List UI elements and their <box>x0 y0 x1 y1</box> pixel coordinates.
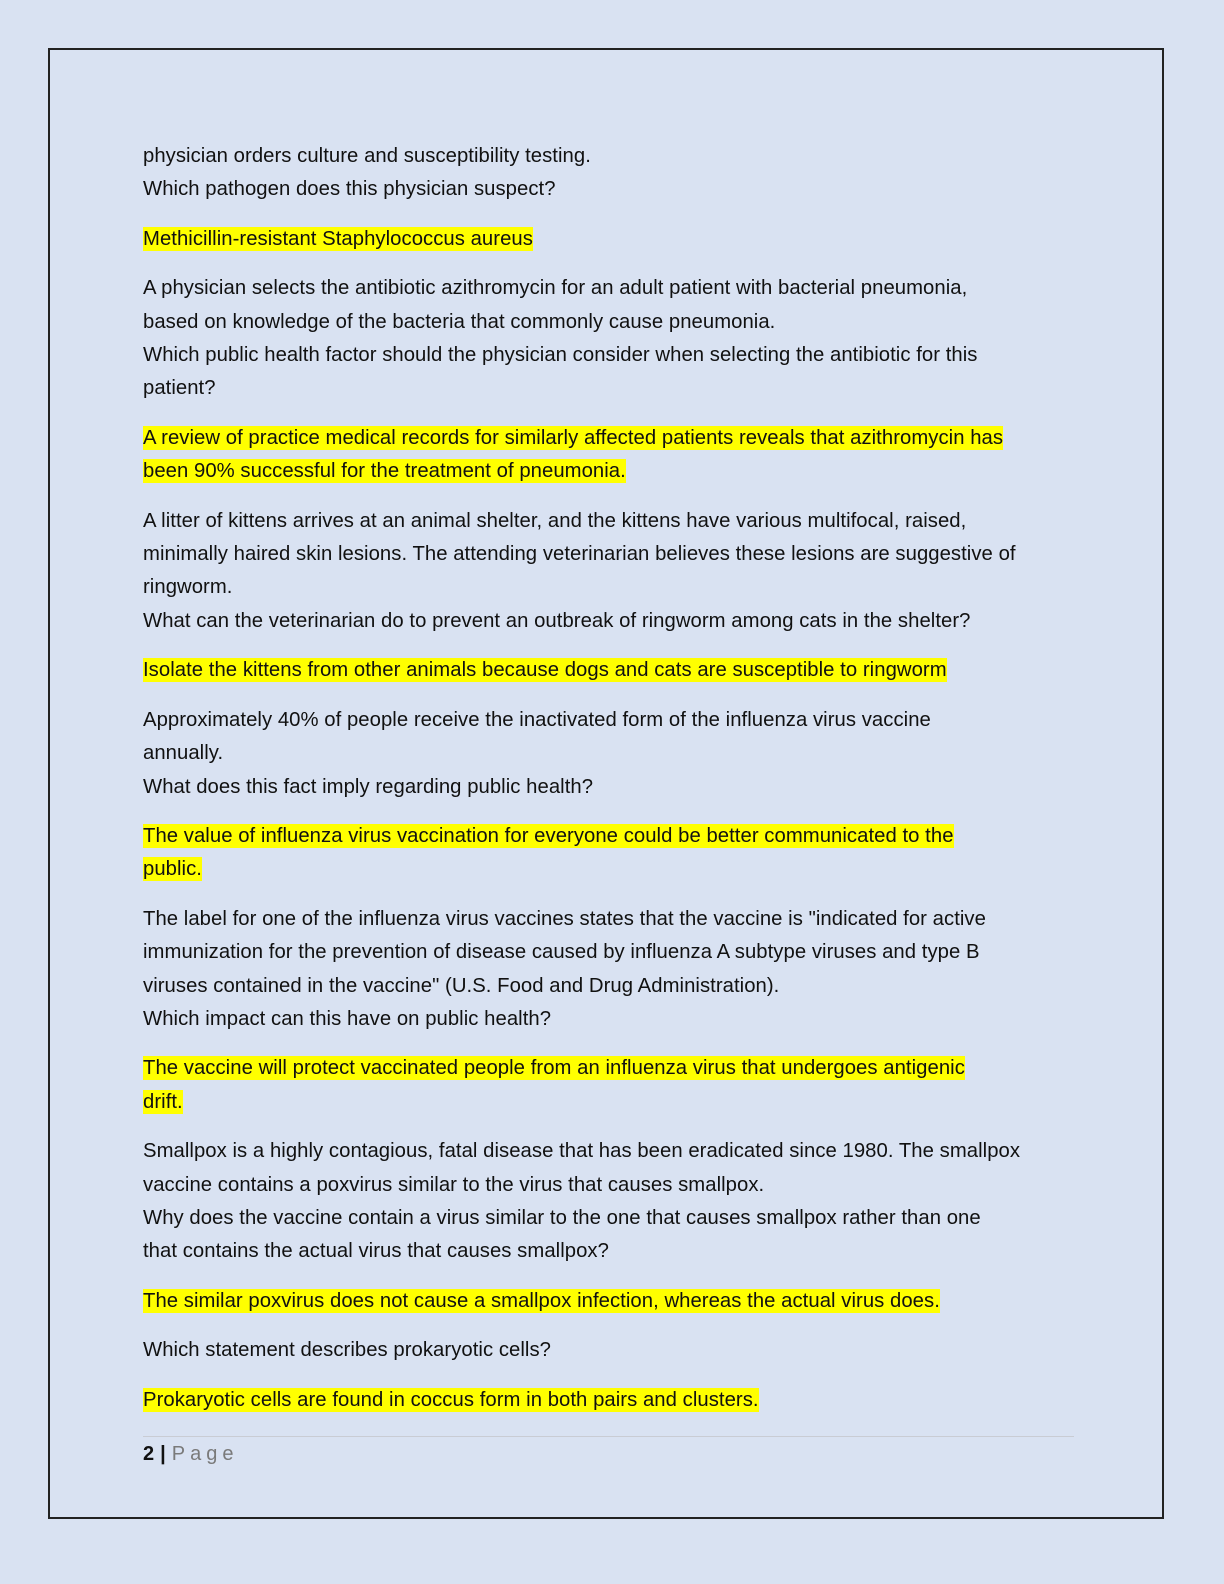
text-line: vaccine contains a poxvirus similar to the virus that causes smallpox. <box>143 1173 765 1196</box>
question-text <box>143 1334 1078 1367</box>
page-number: 2 <box>143 1443 155 1465</box>
answer-highlight: Isolate the kittens from other animals because dogs and cats are susceptible to ringworm <box>143 659 947 682</box>
text-line: The label for one of the influenza virus vaccines states that the vaccine is "indicated for active <box>143 907 986 930</box>
text-line <box>143 654 1078 687</box>
highlighted-answer <box>143 820 1078 887</box>
text-line: Approximately 40% of people receive the inactivated form of the influenza virus vaccine <box>143 708 931 731</box>
text-line: viruses contained in the vaccine" (U.S. Food and Drug Administration). <box>143 974 780 997</box>
text-line <box>143 422 1078 455</box>
text-line: What does this fact imply regarding public health? <box>143 775 594 798</box>
text-line: Which impact can this have on public health? <box>143 1007 552 1030</box>
text-line: A litter of kittens arrives at an animal shelter, and the kittens have various multifocal, raised, <box>143 509 967 532</box>
text-line <box>143 223 1078 256</box>
highlighted-answer <box>143 1052 1078 1119</box>
text-line: Which pathogen does this physician suspect? <box>143 178 556 201</box>
text-line: Which statement describes prokaryotic cells? <box>143 1339 551 1362</box>
text-line <box>143 1285 1078 1318</box>
highlighted-answer <box>143 654 1078 687</box>
footer-divider <box>143 1436 1074 1437</box>
text-line: ringworm. <box>143 576 233 599</box>
question-text <box>143 505 1078 639</box>
answer-highlight: The similar poxvirus does not cause a smallpox infection, whereas the actual virus does. <box>143 1289 940 1312</box>
text-line: A physician selects the antibiotic azithromycin for an adult patient with bacterial pneumonia, <box>143 277 968 300</box>
text-line: minimally haired skin lesions. The attending veterinarian believes these lesions are suggestive of <box>143 543 1016 566</box>
question-text <box>143 903 1078 1037</box>
text-line: patient? <box>143 377 216 400</box>
answer-highlight: Methicillin-resistant Staphylococcus aureus <box>143 227 533 250</box>
text-line <box>143 820 1078 853</box>
answer-highlight: been 90% successful for the treatment of pneumonia. <box>143 460 626 483</box>
text-line: Smallpox is a highly contagious, fatal disease that has been eradicated since 1980. The smallpox <box>143 1140 1021 1163</box>
highlighted-answer <box>143 223 1078 256</box>
highlighted-answer <box>143 1285 1078 1318</box>
page-footer <box>143 1440 238 1468</box>
document-body <box>143 140 1078 1433</box>
text-line: physician orders culture and susceptibility testing. <box>143 145 591 167</box>
text-line <box>143 1086 1078 1119</box>
text-line <box>143 1052 1078 1085</box>
question-text <box>143 704 1078 804</box>
question-text <box>143 1135 1078 1269</box>
text-line: Why does the vaccine contain a virus similar to the one that causes smallpox rather than one <box>143 1206 981 1229</box>
page-label: Page <box>171 1443 239 1465</box>
text-line: What can the veterinarian do to prevent an outbreak of ringworm among cats in the shelter? <box>143 609 971 632</box>
answer-highlight: Prokaryotic cells are found in coccus form in both pairs and clusters. <box>143 1388 759 1411</box>
text-line <box>143 455 1078 488</box>
text-line: based on knowledge of the bacteria that commonly cause pneumonia. <box>143 310 776 333</box>
text-line: immunization for the prevention of disease caused by influenza A subtype viruses and type B <box>143 941 980 964</box>
text-line: annually. <box>143 742 224 765</box>
answer-highlight: A review of practice medical records for similarly affected patients reveals that azithromycin has <box>143 426 1004 449</box>
text-line: that contains the actual virus that causes smallpox? <box>143 1240 609 1263</box>
question-text <box>143 272 1078 406</box>
answer-highlight: The value of influenza virus vaccination for everyone could be better communicated to the <box>143 824 954 847</box>
answer-highlight: drift. <box>143 1090 183 1113</box>
highlighted-answer <box>143 1384 1078 1417</box>
question-text <box>143 140 1078 207</box>
text-line: Which public health factor should the physician consider when selecting the antibiotic for this <box>143 344 978 367</box>
answer-highlight: The vaccine will protect vaccinated people from an influenza virus that undergoes antigenic <box>143 1057 965 1080</box>
highlighted-answer <box>143 422 1078 489</box>
answer-highlight: public. <box>143 858 202 881</box>
text-line <box>143 853 1078 886</box>
text-line <box>143 1384 1078 1417</box>
footer-separator: | <box>160 1443 166 1465</box>
